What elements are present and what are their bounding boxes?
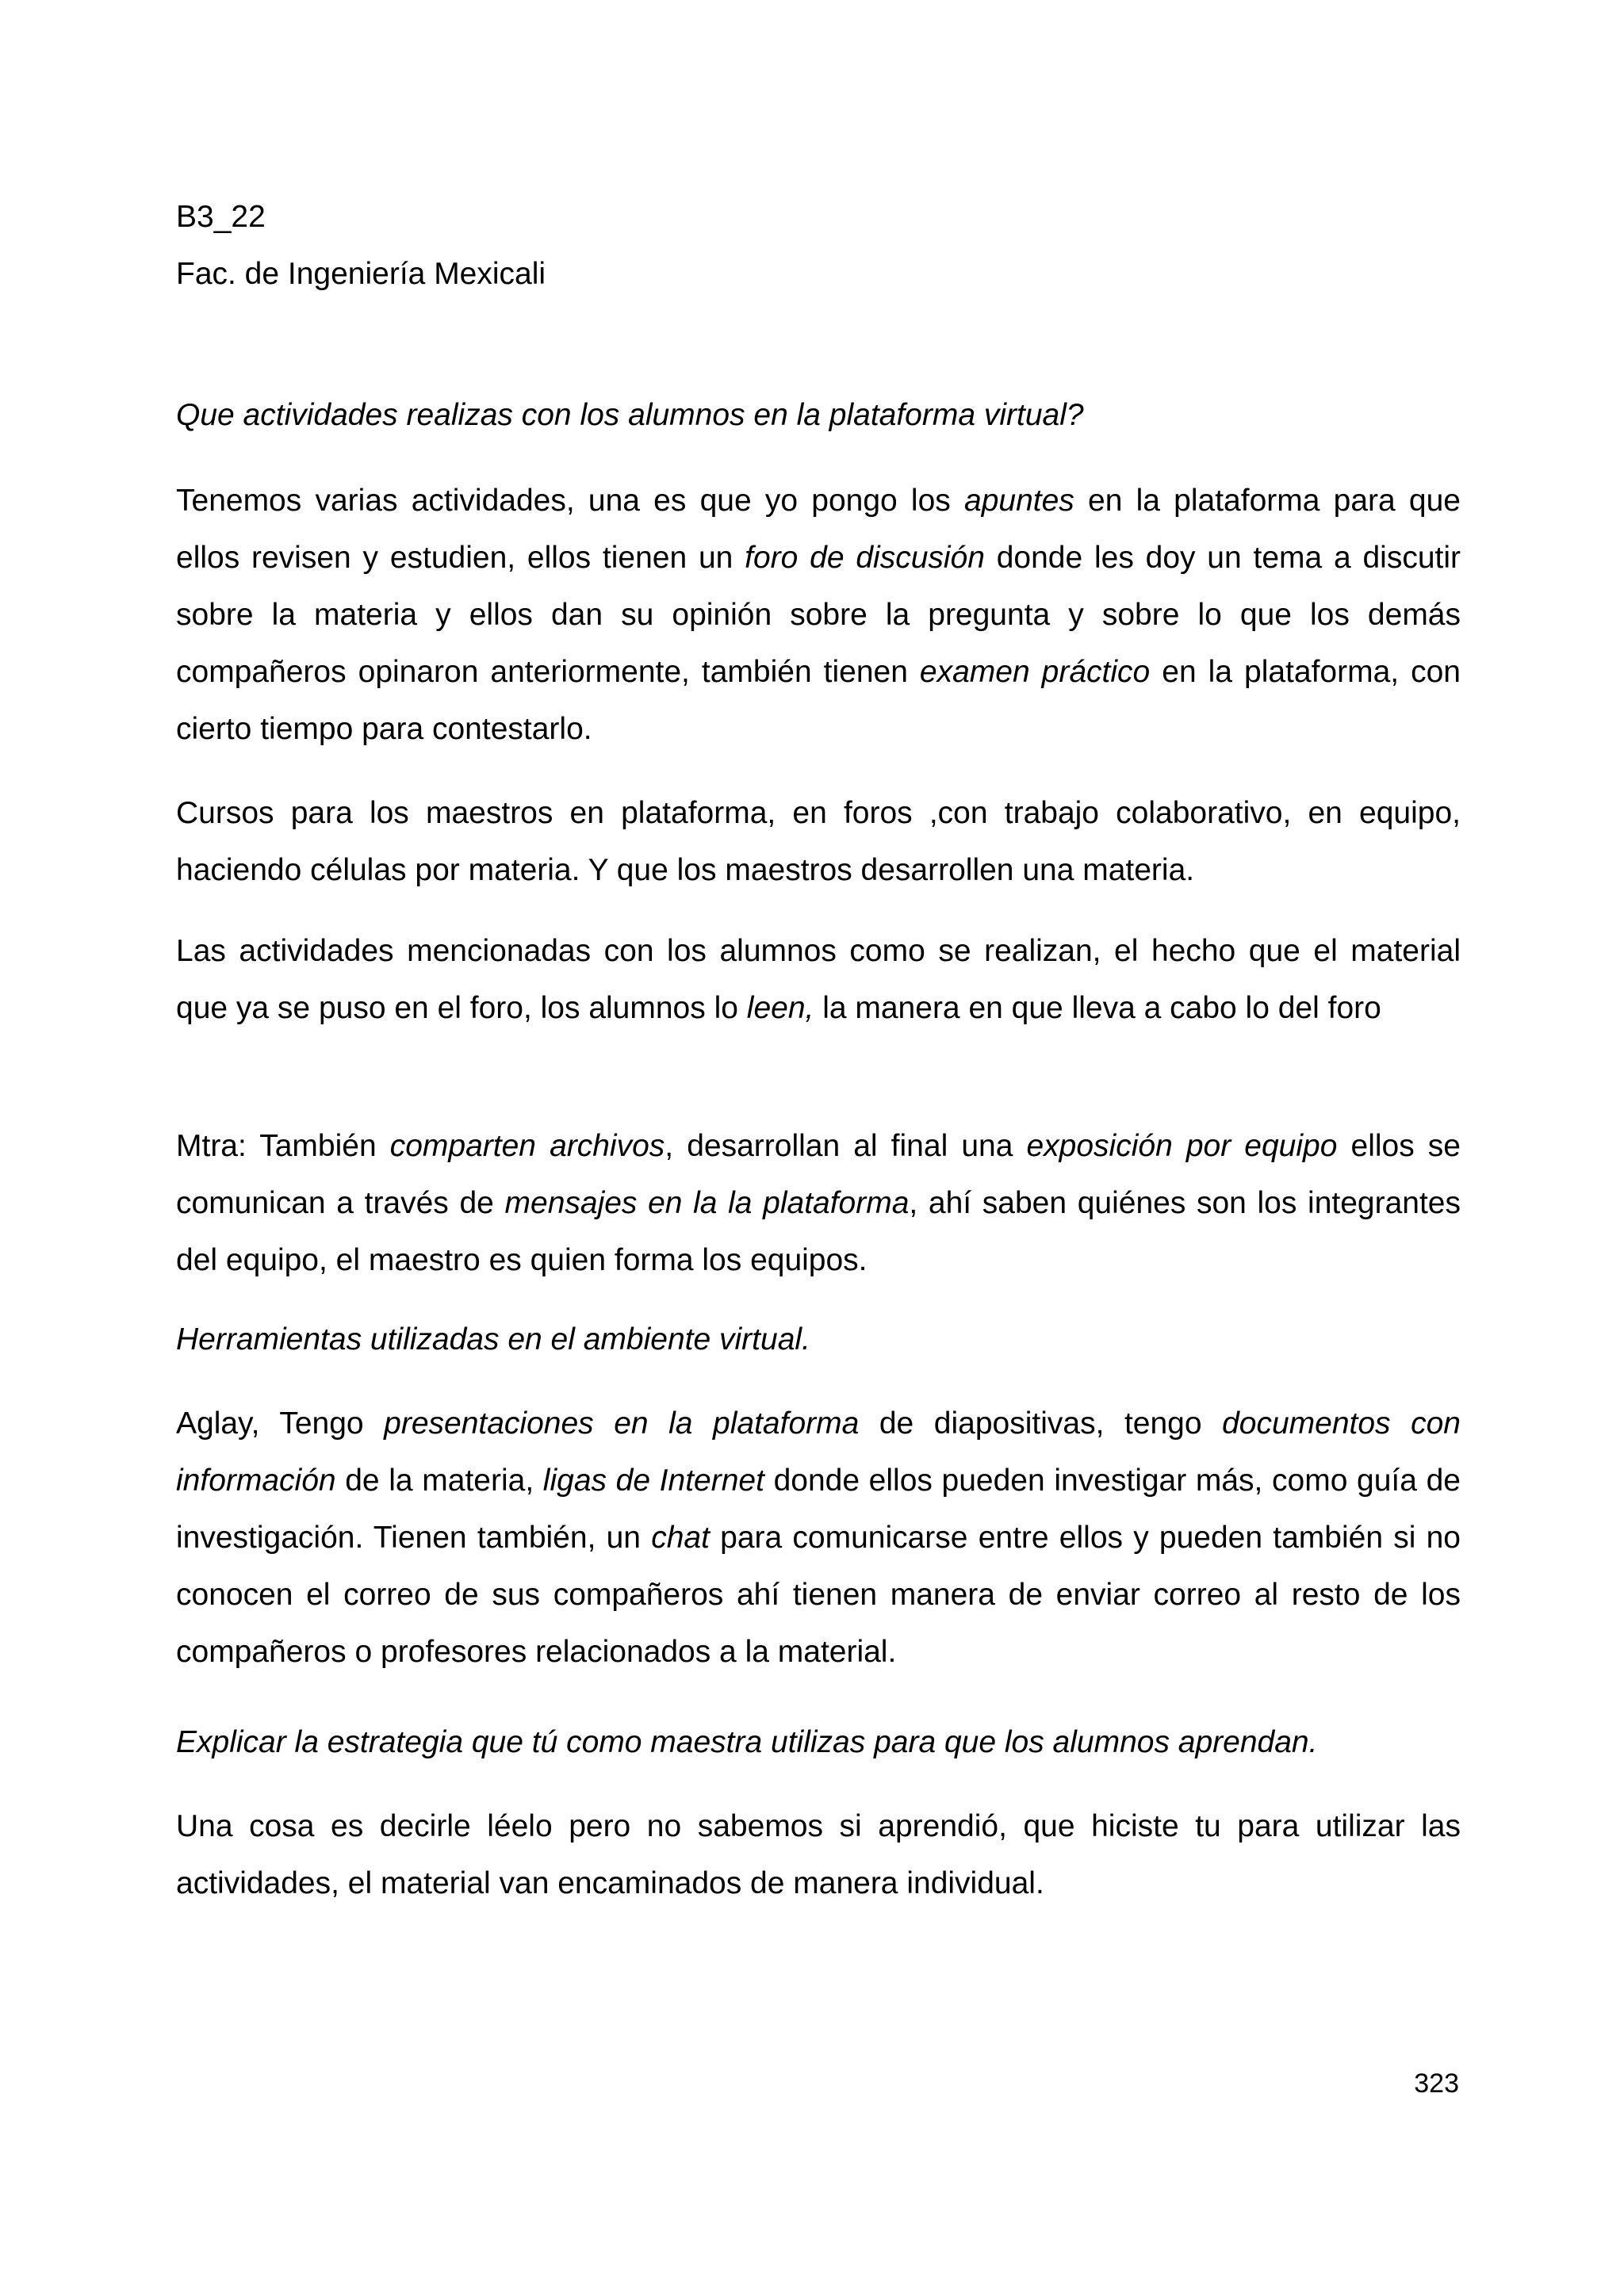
answer-text: de la materia, [335,1464,543,1498]
answer-text: donde les doy un tema a discutir sobre la materia y ellos dan su opinión sobre la pregunta y sobre lo que los demás compañeros opinaron anteriormente, también tienen [176,541,1461,689]
paragraph-text: Las actividades mencionadas con los alumnos como se realizan, el hecho que el material que ya se puso en el foro, los alumnos lo [176,934,1461,1025]
emphasis-apuntes: apuntes [964,484,1074,518]
question-tools: Herramientas utilizadas en el ambiente virtual. [176,1322,810,1357]
answer-text: Tenemos varias actividades, una es que yo pongo los [176,484,964,518]
faculty-name: Fac. de Ingeniería Mexicali [176,257,546,291]
emphasis-archivos: comparten archivos [389,1129,665,1163]
emphasis-presentaciones: presentaciones en la plataforma [384,1406,860,1441]
answer-tools [176,1395,1461,1681]
paragraph-text: la manera en que lleva a cabo lo del foro [814,991,1381,1025]
emphasis-mensajes: mensajes en la la plataforma [504,1186,910,1220]
emphasis-ligas: ligas de Internet [542,1464,764,1498]
emphasis-chat: chat [651,1521,710,1555]
question-activities: Que actividades realizas con los alumnos en la plataforma virtual? [176,398,1084,432]
paragraph-mentioned-activities [176,923,1461,1037]
paragraph-courses: Cursos para los maestros en plataforma, en foros ,con trabajo colaborativo, en equipo, haciendo células por materia. Y que los maestros desarrollen una materia. [176,796,1461,887]
paragraph-text: , desarrollan al final una [665,1129,1027,1163]
answer-text: donde ellos pueden investigar más, como guía de investigación. Tienen también, un [176,1464,1461,1555]
answer-activities [176,473,1461,758]
paragraph-teacher-response [176,1118,1461,1289]
answer-text: en la plataforma para que ellos revisen y estudien, ellos tienen un [176,484,1461,575]
emphasis-examen: examen práctico [919,655,1151,689]
answer-text: en la plataforma, con cierto tiempo para contestarlo. [176,655,1461,746]
answer-text: para comunicarse entre ellos y pueden también si no conocen el correo de sus compañeros ahí tienen manera de enviar correo al resto de los compañeros o profesores relacionados a la material. [176,1521,1461,1669]
answer-text: de diapositivas, tengo [859,1406,1223,1441]
paragraph-text: ellos se comunican a través de [176,1129,1461,1220]
emphasis-documentos: documentos con información [176,1406,1461,1498]
question-strategy: Explicar la estrategia que tú como maestra utilizas para que los alumnos aprendan. [176,1725,1318,1759]
emphasis-leen: leen, [746,991,814,1025]
emphasis-exposicion: exposición por equipo [1026,1129,1338,1163]
emphasis-foro: foro de discusión [745,541,985,575]
paragraph-text: Mtra: También [176,1129,390,1163]
page-number: 323 [1414,2068,1459,2099]
paragraph-text: , ahí saben quiénes son los integrantes del equipo, el maestro es quien forma los equipos. [176,1186,1461,1277]
document-code: B3_22 [176,200,266,234]
answer-text: Aglay, Tengo [176,1406,385,1441]
answer-strategy: Una cosa es decirle léelo pero no sabemos si aprendió, que hiciste tu para utilizar las actividades, el material van encaminados de manera individual. [176,1809,1461,1900]
